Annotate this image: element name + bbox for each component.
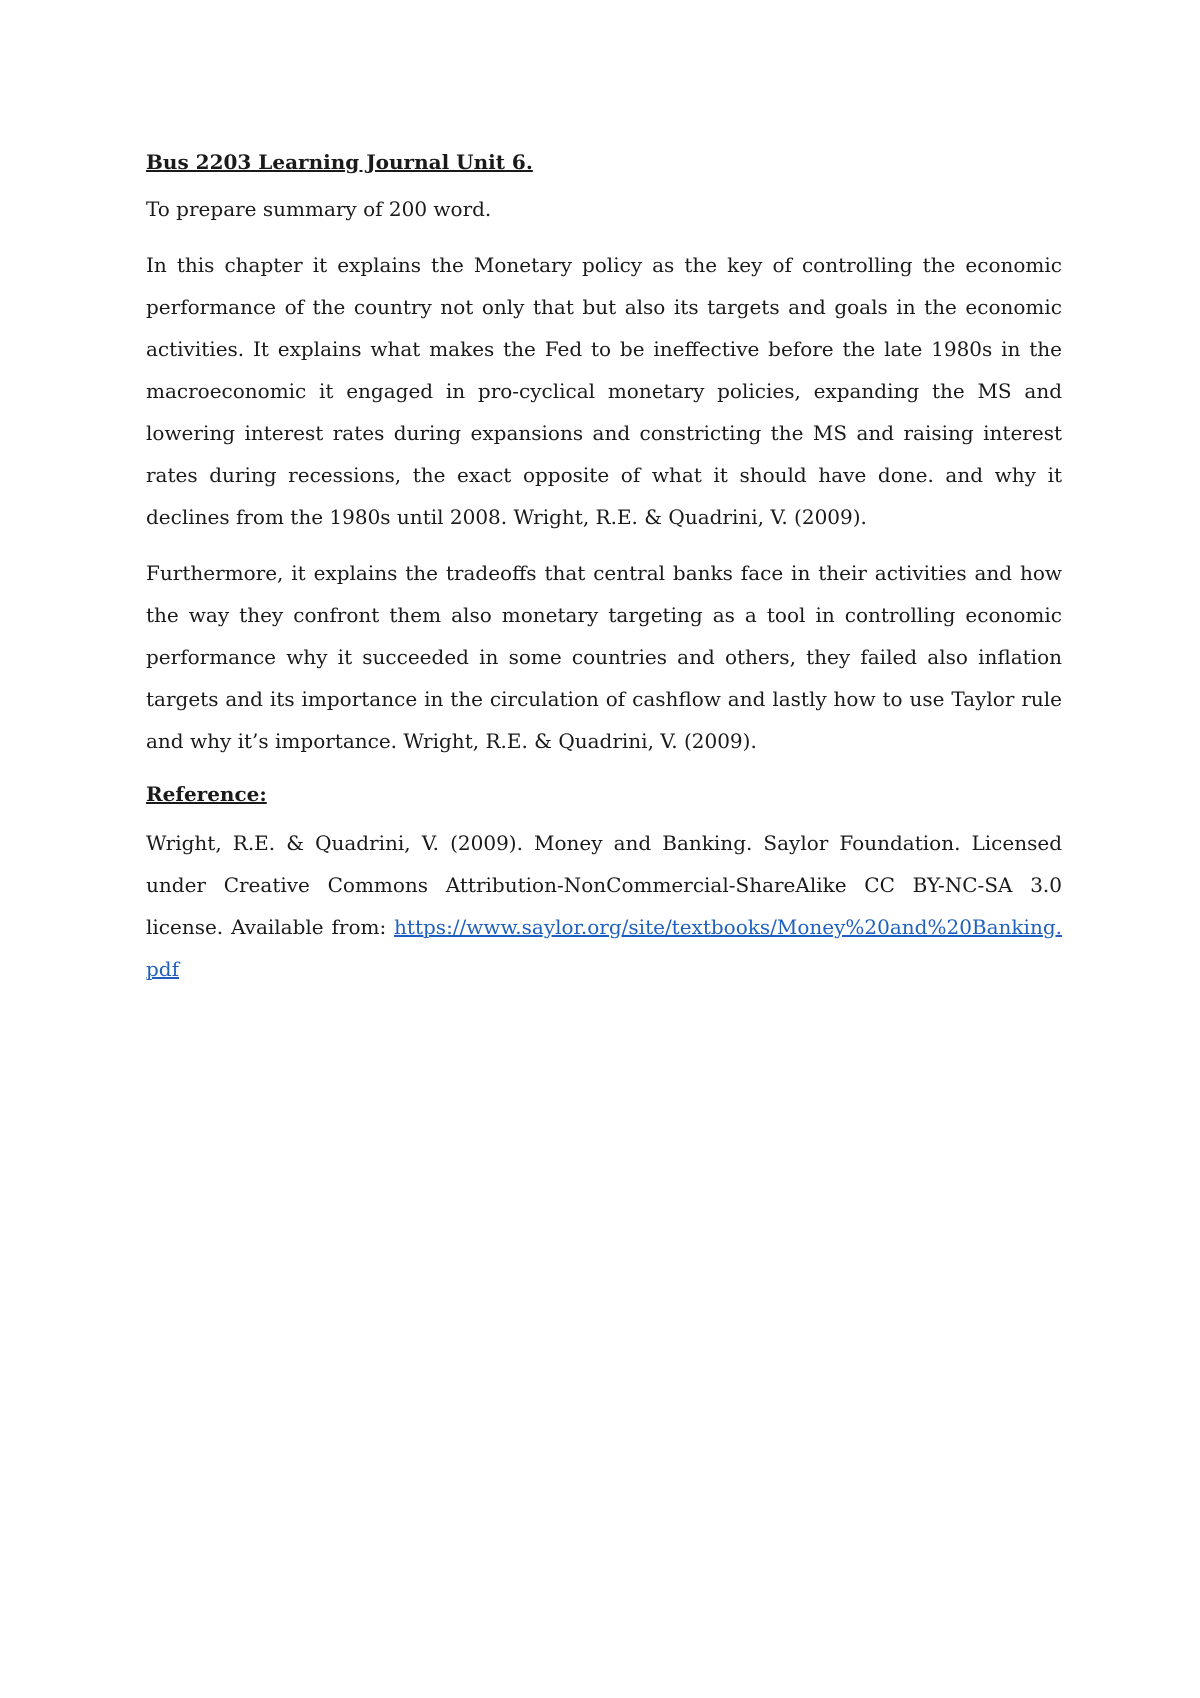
document-subtitle: To prepare summary of 200 word. <box>146 197 492 221</box>
paragraph-1: In this chapter it explains the Monetary policy as the key of controlling the economic performance of the country not only that but also its targets and goals in the economic activities. It explains what makes the Fed to be ineffective before the late 1980s in the macroeconomic it engaged in pro-cyclical monetary policies, expanding the MS and lowering interest rates during expansions and constricting the MS and raising interest rates during recessions, the exact opposite of what it should have done. and why it declines from the 1980s until 2008. Wright, R.E. & Quadrini, V. (2009). <box>146 253 1062 529</box>
document-body <box>146 146 1062 990</box>
paragraph-2: Furthermore, it explains the tradeoffs that central banks face in their activities and how the way they confront them also monetary targeting as a tool in controlling economic performance why it succeeded in some countries and others, they failed also inflation targets and its importance in the circulation of cashflow and lastly how to use Taylor rule and why it’s importance. Wright, R.E. & Quadrini, V. (2009). <box>146 561 1062 753</box>
reference-link[interactable]: https://www.saylor.org/site/textbooks/Money%20and%20Banking.pdf <box>146 915 1062 981</box>
reference-text: Wright, R.E. & Quadrini, V. (2009). Money and Banking. Saylor Foundation. Licensed under Creative Commons Attribution-NonCommercial-ShareAlike CC BY-NC-SA 3.0 license. Available from: <box>146 831 1062 939</box>
document-title: Bus 2203 Learning Journal Unit 6. <box>146 150 533 174</box>
reference-heading: Reference: <box>146 782 267 806</box>
reference-entry <box>146 822 1062 990</box>
